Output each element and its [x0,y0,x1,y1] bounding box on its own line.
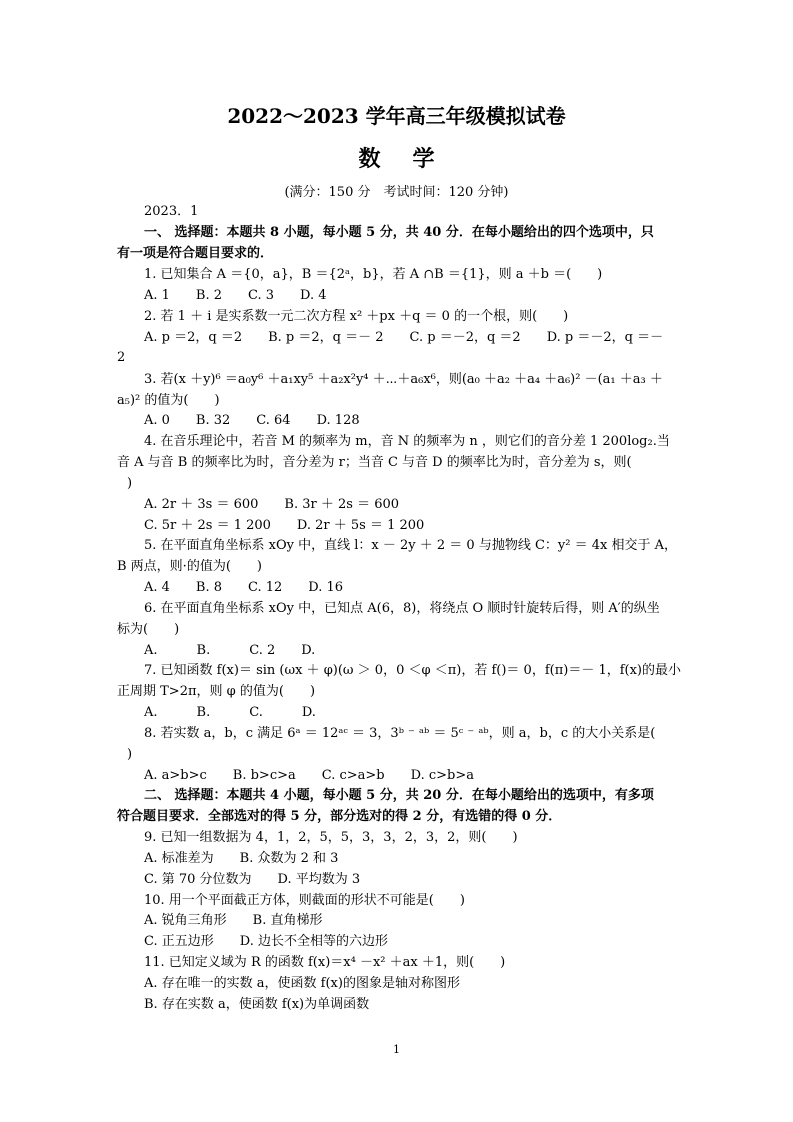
question-4-options-cd: C. 5r ＋ 2s ＝ 1 200 D. 2r ＋ 5s ＝ 1 200 [144,518,425,533]
section-one-heading: 一、 选择题：本题共 8 小题，每小题 5 分，共 40 分．在每小题给出的四个选项中，只 [144,225,654,240]
question-7: 7. 已知函数 f(x)＝ sin (ωx ＋ φ)(ω ＞ 0，0 ＜φ ＜π)，若 f()＝ 0，f(π)＝－ 1，f(x)的最小 [144,663,682,678]
question-9: 9. 已知一组数据为 4，1，2，5，5，3，3，2，3，2，则( ) [144,830,518,845]
question-9-options-ab: A. 标准差为 B. 众数为 2 和 3 [144,851,339,866]
subject-title: 数学 [358,146,467,172]
question-4: 4. 在音乐理论中，若音 M 的频率为 m，音 N 的频率为 n ，则它们的音分差 1 200log₂.当 [144,434,670,449]
question-1: 1. 已知集合 A ＝{0，a}，B ＝{2ᵃ，b}，若 A ∩B ＝{1}，则 a ＋b ＝( ) [144,267,603,282]
exam-meta: (满分：150 分 考试时间：120 分钟) [284,185,509,200]
question-1-options: A. 1 B. 2 C. 3 D. 4 [144,288,327,303]
question-6-cont: 标为( ) [117,622,180,637]
question-8-cont: ) [127,747,133,762]
question-10: 10. 用一个平面截正方体，则截面的形状不可能是( ) [144,893,465,908]
question-11: 11. 已知定义域为 R 的函数 f(x)＝x⁴ －x² ＋ax ＋1，则( ) [144,955,506,970]
question-2-options-cont: 2 [117,350,126,365]
question-4-cont: 音 A 与音 B 的频率比为时，音分差为 r；当音 C 与音 D 的频率比为时，音分差为 s，则( [117,455,632,470]
question-11-option-a: A. 存在唯一的实数 a，使函数 f(x)的图象是轴对称图形 [144,976,460,991]
question-3-cont: a₅)² 的值为( ) [117,393,220,408]
exam-date: 2023．1 [144,204,199,219]
question-5-cont: B 两点，则·的值为( ) [117,559,262,574]
exam-title: 2022～2023 学年高三年级模拟试卷 [227,104,566,128]
question-8: 8. 若实数 a，b，c 满足 6ᵃ ＝ 12ᵃᶜ ＝ 3，3ᵇ ⁻ ᵃᵇ ＝ 5ᶜ ⁻ ᵃᵇ，则 a，b，c 的大小关系是( [144,726,656,741]
question-10-options-ab: A. 锐角三角形 B. 直角梯形 [144,913,323,928]
question-2-options: A. p ＝2，q ＝2 B. p ＝2，q ＝－ 2 C. p ＝－2，q ＝2 D. p ＝－2，q ＝－ [144,330,664,345]
page-number: 1 [393,1043,400,1056]
question-6-options: A. B. C. 2 D. [144,643,316,658]
question-9-options-cd: C. 第 70 分位数为 D. 平均数为 3 [144,872,361,887]
question-3-options: A. 0 B. 32 C. 64 D. 128 [144,413,360,428]
section-two-heading-cont: 符合题目要求．全部选对的得 5 分，部分选对的得 2 分，有选错的得 0 分． [117,809,562,824]
question-5-options: A. 4 B. 8 C. 12 D. 16 [144,580,344,595]
question-11-option-b: B. 存在实数 a，使函数 f(x)为单调函数 [144,997,370,1012]
question-2: 2. 若 1 ＋ i 是实系数一元二次方程 x² ＋px ＋q ＝ 0 的一个根，则( ) [144,309,569,324]
question-7-cont: 正周期 T>2π，则 φ 的值为( ) [117,684,316,699]
question-5: 5. 在平面直角坐标系 xOy 中，直线 l：x － 2y ＋ 2 ＝ 0 与抛物线 C：y² ＝ 4x 相交于 A， [144,538,677,553]
question-3: 3. 若(x ＋y)⁶ ＝a₀y⁶ ＋a₁xy⁵ ＋a₂x²y⁴ ＋⋯＋a₆x⁶，则(a₀ ＋a₂ ＋a₄ ＋a₆)² －(a₁ ＋a₃ ＋ [144,372,663,387]
question-4-cont-2: ) [127,476,133,491]
section-two-heading: 二、 选择题：本题共 4 小题，每小题 5 分，共 20 分．在每小题给出的选项中，有多项 [144,788,654,803]
question-10-options-cd: C. 正五边形 D. 边长不全相等的六边形 [144,934,388,949]
section-one-heading-cont: 有一项是符合题目要求的． [117,246,274,261]
question-6: 6. 在平面直角坐标系 xOy 中，已知点 A(6，8)，将绕点 O 顺时针旋转后得，则 A′的纵坐 [144,601,660,616]
question-4-options-ab: A. 2r ＋ 3s ＝ 600 B. 3r ＋ 2s ＝ 600 [144,497,400,512]
question-7-options: A. B. C. D. [144,705,316,720]
question-8-options: A. a>b>c B. b>c>a C. c>a>b D. c>b>a [144,768,474,783]
